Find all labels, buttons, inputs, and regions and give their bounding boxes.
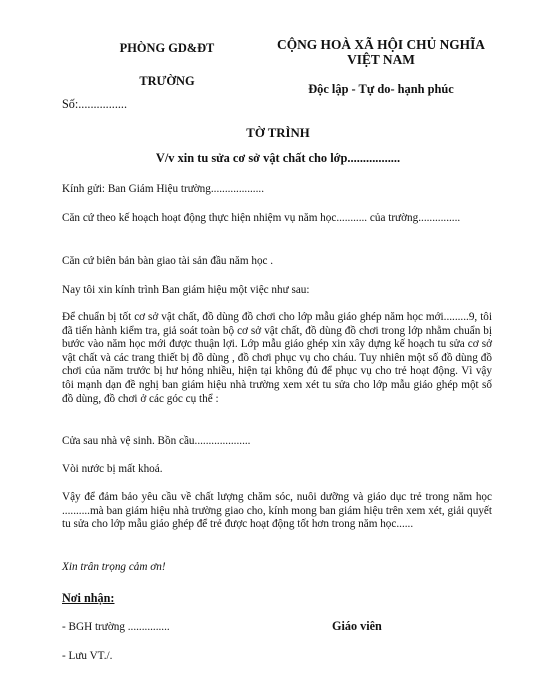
department-name: PHÒNG GD&ĐT: [119, 41, 215, 55]
item-water-tap: Vòi nước bị mất khoá.: [62, 463, 163, 475]
basis-paragraph-1: Căn cứ theo kế hoạch hoạt động thực hiện nhiệm vụ năm học........... của trường...............: [62, 212, 461, 224]
thanks-line: Xin trân trọng cảm ơn!: [62, 561, 166, 573]
document-number: Số:................: [62, 97, 128, 111]
school-name: TRƯỜNG: [139, 74, 195, 88]
conclusion-paragraph: Vậy để đảm bảo yêu cầu về chất lượng chăm sóc, nuôi dưỡng và giáo dục trẻ trong năm học ..........mà ban giám hiệu nhà trường giao cho, kính mong ban giám hiệu trên xem xét, giải quyết tu sửa cho lớp mẫu giáo ghép để trẻ được hoạt động tốt hơn trong năm học......: [62, 491, 492, 531]
intro-paragraph: Nay tôi xin kính trình Ban giám hiệu một việc như sau:: [62, 284, 310, 296]
basis-paragraph-2: Căn cứ biên bản bàn giao tài sản đầu năm học .: [62, 255, 274, 267]
item-rear-door: Cửa sau nhà vệ sinh. Bồn cầu....................: [62, 435, 251, 447]
recipient-archive: - Lưu VT./.: [62, 650, 113, 662]
national-motto: Độc lập - Tự do- hạnh phúc: [308, 82, 454, 96]
recipient-bgh: - BGH trường ...............: [62, 621, 170, 633]
request-paragraph: Để chuẩn bị tốt cơ sở vật chất, đồ dùng đồ chơi cho lớp mẫu giáo ghép năm học mới.........9, tôi đã tiến hành kiểm tra, giả soát toàn bộ cơ sở vật chất, đồ dùng đồ chơi trong lớp nhằm chuẩn bị bước vào năm học mới được thuận lợi. Lớp mẫu giáo ghép xin xây dựng kế hoạch tu sửa cơ sở vật chất và các trang thiết bị đồ dùng , đồ chơi phục vụ cho cháu. Tuy nhiên một số đồ dùng đồ chơi của năm trước bị hư hỏng nhiều, hiện tại không đủ để phục vụ cho trẻ hoạt động. Vì vậy tôi mạnh dạn đề nghị ban giám hiệu nhà trường xem xét tu sửa cho lớp mẫu giáo ghép một số đồ dùng, đồ chơi ở các góc cụ thể :: [62, 311, 492, 405]
country-name-line2: VIỆT NAM: [347, 52, 415, 67]
signer-title: Giáo viên: [332, 619, 382, 633]
document-subject: V/v xin tu sửa cơ sở vật chất cho lớp.................: [155, 151, 401, 165]
recipients-heading: Nơi nhận:: [62, 591, 115, 605]
country-name-line1: CỘNG HOÀ XÃ HỘI CHỦ NGHĨA: [277, 37, 485, 52]
document-title: TỜ TRÌNH: [246, 126, 310, 140]
recipient-line: Kính gửi: Ban Giám Hiệu trường...................: [62, 183, 264, 195]
